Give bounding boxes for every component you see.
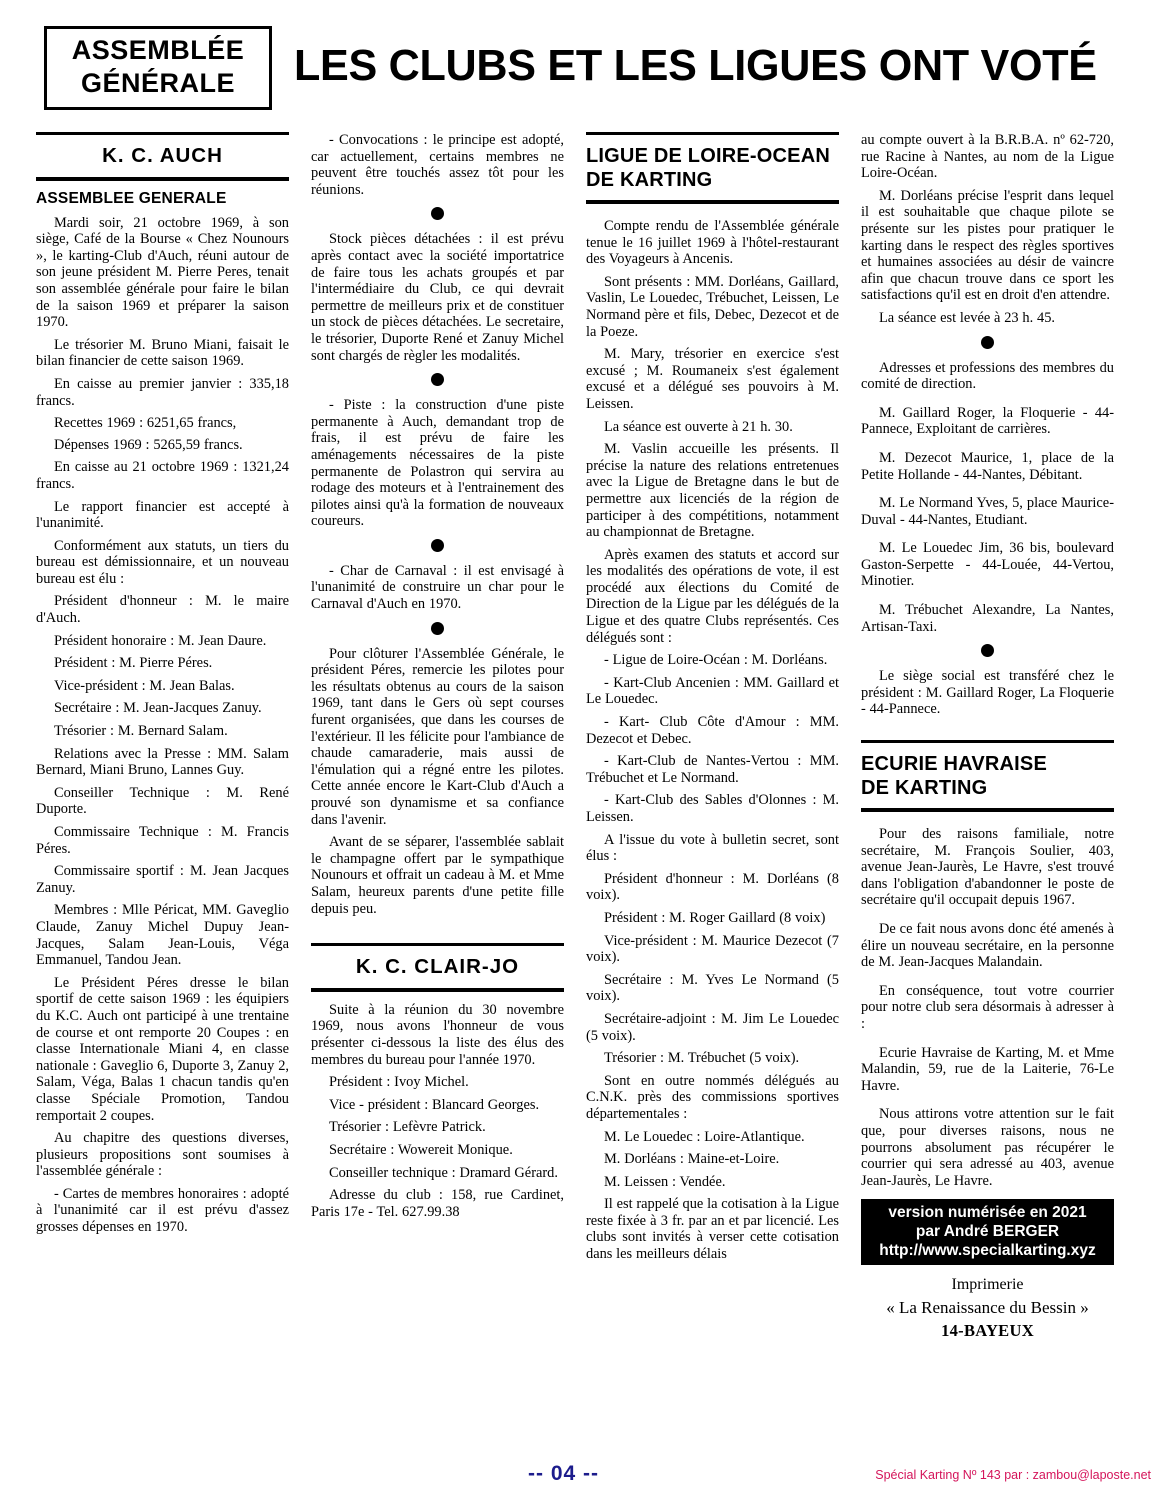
paragraph: Suite à la réunion du 30 novembre 1969, nous avons l'honneur de vous présenter ci-dessous la liste des élus des membres du bureau pour l'année 1970. [311, 1001, 564, 1068]
badge-line-2: GÉNÉRALE [80, 68, 236, 98]
club-header-ecurie-havraise [861, 740, 1114, 812]
paragraph: Nous attirons votre attention sur le fait que, pour diverses raisons, nous ne pourrons absolument pas récupérer le courrier qui sera adressé au 403, avenue Jean-Jaurès, Le Havre. [861, 1106, 1114, 1189]
paragraph: - Kart-Club des Sables d'Olonnes : M. Leissen. [586, 792, 839, 825]
paragraph: En caisse au premier janvier : 335,18 francs. [36, 375, 289, 409]
paragraph: Le Président Péres dresse le bilan sportif de cette saison 1969 : les équipiers du K.C. Auch ont participé à une trentaine de course et ont remporte 20 Coupes : en classe Internationale Miani 4, en classe nationale : Gaveglio 6, Duporte 3, Zanuy 2, Salam, Véga, Balas 1 chacun tandis qu'en classe Spéciale Promotion, Tandou remportait 2 coupes. [36, 974, 289, 1124]
paragraph: - Kart- Club Côte d'Amour : MM. Dezecot et Debec. [586, 714, 839, 747]
paragraph: Membres : Mlle Péricat, MM. Gaveglio Claude, Zanuy Michel Dupuy Jean-Jacques, Salam Jean-Louis, Véga Emmanuel, Tandou Jean. [36, 902, 289, 969]
paragraph: M. Dorléans précise l'esprit dans lequel il est souhaitable que chaque pilote se présente sur les pistes pour pratiquer le karting dans le respect des règles sportives et humaines associées au désir de vaincre afin que chacun trouve dans ce sport les satisfactions qu'il est en droit d'en attendre. [861, 187, 1114, 304]
paragraph: Commissaire Technique : M. Francis Péres. [36, 824, 289, 857]
paragraph: Dépenses 1969 : 5265,59 francs. [54, 436, 243, 453]
paragraph: Le siège social est transféré chez le président : M. Gaillard Roger, La Floquerie - 44-Pannece. [861, 668, 1114, 718]
paragraph: - Cartes de membres honoraires : adopté à l'unanimité car il est prévu d'assez grosses dépenses en 1970. [36, 1185, 289, 1236]
imprimerie-name: « La Renaissance du Bessin » [886, 1298, 1089, 1318]
paragraph: M. Trébuchet Alexandre, La Nantes, Artisan-Taxi. [861, 602, 1114, 635]
paragraph: Stock pièces détachées : il est prévu après contact avec la société importatrice de faire tous les achats groupés et par l'intermédiaire du Club, ce qui devrait permettre de meilleurs prix et de constituer un stock de pièces détachées. Le secretaire, le trésorier, Duporte René et Zanuy Michel sont chargés de règler les modalités. [311, 231, 564, 364]
paragraph: Président d'honneur : M. le maire d'Auch. [36, 593, 289, 627]
banner-line-1: version numérisée en 2021 [888, 1204, 1087, 1222]
column-4 [861, 132, 1114, 1342]
assemblee-generale-badge [44, 26, 272, 110]
paragraph: M. Mary, trésorier en exercice s'est excusé ; M. Roumaneix s'est également excusé et a délégué ses pouvoirs à M. Leissen. [586, 346, 839, 412]
club-title-line-2: DE KARTING [861, 777, 988, 800]
paragraph: - Char de Carnaval : il est envisagé à l'unanimité de construire un char pour le Carnaval d'Auch en 1970. [311, 562, 564, 613]
imprimerie-label: Imprimerie [951, 1276, 1024, 1294]
rule-bottom [311, 988, 564, 992]
paragraph: Le trésorier M. Bruno Miani, faisait le bilan financier de cette saison 1969. [36, 336, 289, 370]
paragraph: Trésorier : M. Bernard Salam. [54, 723, 228, 740]
paragraph: Pour des raisons familiale, notre secrétaire, M. François Soulier, 403, avenue Jean-Jaurès, Le Havre, s'est trouvé dans l'obligation d'abandonner le poste de secrétaire qu'il occupait depuis 1967. [861, 826, 1114, 909]
paragraph: - Ligue de Loire-Océan : M. Dorléans. [604, 652, 828, 669]
paragraph: M. Dezecot Maurice, 1, place de la Petite Hollande - 44-Nantes, Débitant. [861, 449, 1114, 483]
digitization-banner [861, 1199, 1114, 1265]
paragraph: Président d'honneur : M. Dorléans (8 voix). [586, 870, 839, 904]
rule-top [311, 943, 564, 946]
paragraph: - Kart-Club Ancenien : MM. Gaillard et Le Louedec. [586, 674, 839, 708]
paragraph: Secrétaire : M. Yves Le Normand (5 voix). [586, 971, 839, 1005]
paragraph: Secrétaire : Wowereit Monique. [329, 1141, 513, 1158]
paragraph: Il est rappelé que la cotisation à la Ligue reste fixée à 3 fr. par an et par licencié. Les clubs sont invités à verser cette cotisation dans les meilleurs délais [586, 1196, 839, 1263]
scan-credit: Spécial Karting Nº 143 par : zambou@laposte.net [875, 1468, 1151, 1482]
bullet-separator-icon [861, 644, 1114, 657]
club-title: K. C. AUCH [102, 144, 223, 167]
section-subheading: ASSEMBLEE GENERALE [36, 189, 227, 207]
paragraph: Adresses et professions des membres du comité de direction. [861, 359, 1114, 393]
paragraph: Vice-président : M. Maurice Dezecot (7 voix). [586, 932, 839, 966]
paragraph: M. Leissen : Vendée. [604, 1173, 726, 1190]
paragraph: Président : Ivoy Michel. [329, 1074, 469, 1091]
rule-top [861, 740, 1114, 743]
club-header-kc-clair-jo [311, 943, 564, 992]
paragraph: Conseiller technique : Dramard Gérard. [329, 1164, 558, 1181]
bullet-separator-icon [861, 336, 1114, 349]
paragraph: Adresse du club : 158, rue Cardinet, Paris 17e - Tel. 627.99.38 [311, 1187, 564, 1220]
banner-line-2: par André BERGER [915, 1223, 1060, 1241]
page-footer [0, 1460, 1165, 1494]
club-header-ligue-loire-ocean [586, 132, 839, 204]
paragraph: A l'issue du vote à bulletin secret, sont élus : [586, 831, 839, 865]
rule-top [586, 132, 839, 135]
paragraph: M. Le Normand Yves, 5, place Maurice-Duval - 44-Nantes, Etudiant. [861, 495, 1114, 528]
paragraph: M. Vaslin accueille les présents. Il précise la nature des relations entretenues avec la Ligue de Bretagne dans le but de permettre aux licenciés de la région de participer à des compétitions, notamment au championnat de Bretagne. [586, 441, 839, 541]
paragraph: Relations avec la Presse : MM. Salam Bernard, Miani Bruno, Lannes Guy. [36, 745, 289, 779]
club-title: K. C. CLAIR-JO [355, 955, 520, 979]
paragraph: Secrétaire-adjoint : M. Jim Le Louedec (5 voix). [586, 1010, 839, 1044]
rule-bottom [586, 200, 839, 204]
paragraph: Au chapitre des questions diverses, plusieurs propositions sont soumises à l'assemblée générale : [36, 1130, 289, 1180]
paragraph: Avant de se séparer, l'assemblée sablait le champagne offert par le sympathique Nounours et offrait un cadeau à M. et Mme Salam, heureux parents d'une petite fille depuis peu. [311, 834, 564, 917]
paragraph: Recettes 1969 : 6251,65 francs, [54, 415, 237, 432]
bullet-separator-icon [311, 373, 564, 386]
club-title-line-1: LIGUE DE LOIRE-OCEAN [586, 145, 831, 167]
paragraph: La séance est levée à 23 h. 45. [879, 309, 1056, 326]
paragraph: Après examen des statuts et accord sur les modalités des opérations de vote, il est procédé aux élections du Comité de Direction de la Ligue par les délégués de la Ligue et des quatre Clubs représentés. Ces délégués sont : [586, 546, 839, 646]
paragraph: Secrétaire : M. Jean-Jacques Zanuy. [54, 700, 262, 717]
imprimerie-block [861, 1273, 1114, 1342]
rule-bottom [36, 177, 289, 181]
rule-bottom [861, 808, 1114, 812]
paragraph: Vice - président : Blancard Georges. [329, 1096, 540, 1113]
paragraph: Commissaire sportif : M. Jean Jacques Zanuy. [36, 863, 289, 896]
bullet-separator-icon [311, 622, 564, 635]
article-columns [36, 132, 1136, 1342]
club-title-line-2: DE KARTING [586, 169, 713, 191]
paragraph: De ce fait nous avons donc été amenés à élire un nouveau secrétaire, en la personne de M. Jean-Jacques Malandain. [861, 921, 1114, 971]
paragraph: Pour clôturer l'Assemblée Générale, le président Péres, remercie les pilotes pour les résultats obtenus au cours de la saison 1969, tant dans le Gers où sept courses furent organisées, que dans les courses de l'extérieur. Il les félicite pour l'ambiance de chaude camaraderie, mais aussi de l'émulation qui a régné entre les pilotes. Cette année encore le Kart-Club d'Auch a prouvé son dynamisme et sa confiance dans l'avenir. [311, 645, 564, 828]
paragraph: M. Le Louedec : Loire-Atlantique. [604, 1128, 805, 1145]
paragraph: Conseiller Technique : M. René Duporte. [36, 784, 289, 818]
banner-url[interactable]: http://www.specialkarting.xyz [879, 1242, 1096, 1260]
page-number: -- 04 -- [528, 1462, 599, 1485]
club-title-line-1: ECURIE HAVRAISE [861, 753, 1047, 776]
club-header-kc-auch [36, 132, 289, 181]
bullet-separator-icon [311, 539, 564, 552]
paragraph: Mardi soir, 21 octobre 1969, à son siège, Café de la Bourse « Chez Nounours », le karting-Club d'Auch, réuni autour de son jeune président M. Pierre Peres, tenait son assemblée générale pour faire le bilan de la saison 1969 et préparer la saison 1970. [36, 214, 289, 331]
badge-line-1: ASSEMBLÉE [71, 35, 245, 66]
rule-top [36, 132, 289, 135]
paragraph: Compte rendu de l'Assemblée générale tenue le 16 juillet 1969 à l'hôtel-restaurant des Voyageurs à Ancenis. [586, 218, 839, 268]
paragraph: Trésorier : M. Trébuchet (5 voix). [604, 1050, 800, 1067]
paragraph: - Piste : la construction d'une piste permanente à Auch, demandant trop de frais, il est prévu de faire les aménagements nécessaires de la piste permanente de Polastron qui servira au rodage des moteurs et à l'entrainement des pilotes ainsi qu'à la formation de nouveaux coureurs. [311, 397, 564, 530]
paragraph: Sont en outre nommés délégués au C.N.K. près des commissions sportives départementales : [586, 1072, 839, 1122]
paragraph: Sont présents : MM. Dorléans, Gaillard, Vaslin, Le Louedec, Trébuchet, Leissen, Le Normand père et fils, Debec, Dezecot et de la Poeze. [586, 273, 839, 340]
paragraph: La séance est ouverte à 21 h. 30. [604, 418, 793, 435]
paragraph: au compte ouvert à la B.R.B.A. nº 62-720, rue Racine à Nantes, au nom de la Ligue Loire-Océan. [861, 132, 1114, 182]
paragraph: Ecurie Havraise de Karting, M. et Mme Malandin, 59, rue de la Laiterie, 76-Le Havre. [861, 1044, 1114, 1094]
paragraph: M. Dorléans : Maine-et-Loire. [604, 1151, 780, 1168]
paragraph: M. Gaillard Roger, la Floquerie - 44-Pannece, Exploitant de carrières. [861, 404, 1114, 438]
masthead [36, 18, 1137, 118]
paragraph: Trésorier : Lefèvre Patrick. [329, 1119, 486, 1136]
paragraph: - Convocations : le principe est adopté, car actuellement, certains membres ne peuvent être touchés assez tôt pour les réunions. [311, 132, 564, 198]
paragraph: Président honoraire : M. Jean Daure. [54, 632, 267, 649]
paragraph: M. Le Louedec Jim, 36 bis, boulevard Gaston-Serpette - 44-Louée, 44-Vertou, Minotier. [861, 540, 1114, 590]
paragraph: Conformément aux statuts, un tiers du bureau est démissionnaire, et un nouveau bureau est élu : [36, 537, 289, 587]
paragraph: En conséquence, tout votre courrier pour notre club sera désormais à adresser à : [861, 982, 1114, 1032]
page-headline: LES CLUBS ET LES LIGUES ONT VOTÉ [294, 41, 1097, 90]
paragraph: - Kart-Club de Nantes-Vertou : MM. Trébuchet et Le Normand. [586, 753, 839, 786]
bullet-separator-icon [311, 207, 564, 220]
column-3 [586, 132, 839, 1342]
paragraph: Président : M. Pierre Péres. [54, 655, 213, 672]
paragraph: En caisse au 21 octobre 1969 : 1321,24 francs. [36, 459, 289, 492]
paragraph: Le rapport financier est accepté à l'unanimité. [36, 498, 289, 532]
column-1 [36, 132, 289, 1342]
paragraph: Président : M. Roger Gaillard (8 voix) [604, 909, 826, 926]
imprimerie-city: 14-BAYEUX [941, 1321, 1034, 1341]
paragraph: Vice-président : M. Jean Balas. [54, 677, 235, 694]
column-2 [311, 132, 564, 1342]
